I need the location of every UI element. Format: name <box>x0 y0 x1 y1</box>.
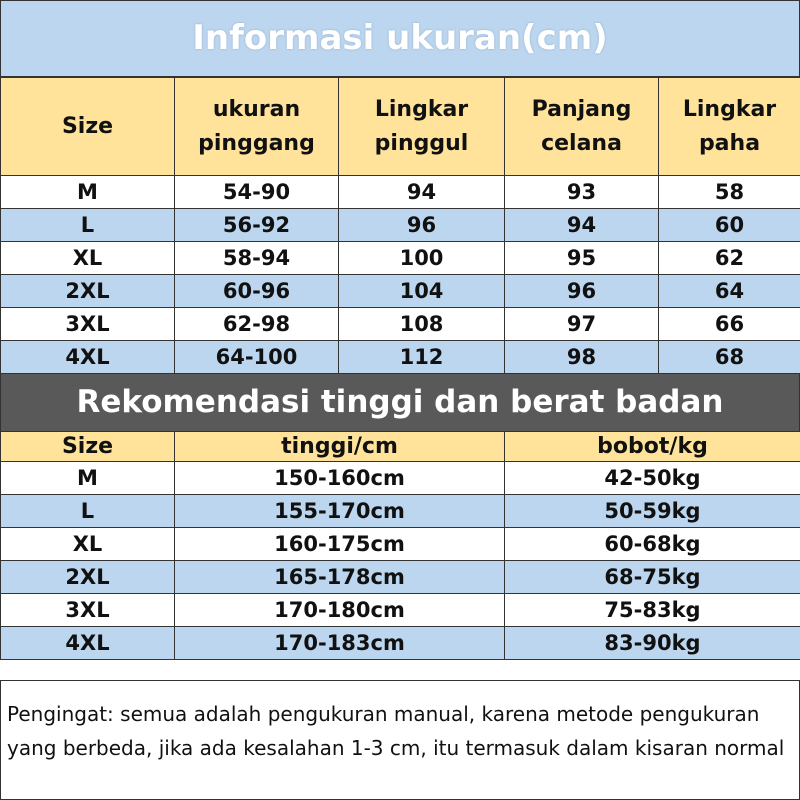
weight-cell: 83-90kg <box>505 627 800 660</box>
recommendation-header-row <box>1 432 800 462</box>
size-cell: XL <box>1 528 175 561</box>
length-cell: 94 <box>505 209 659 242</box>
size-cell: 3XL <box>1 308 175 341</box>
header-cell-weight: bobot/kg <box>505 432 800 462</box>
length-cell: 98 <box>505 341 659 374</box>
hip-cell: 96 <box>339 209 505 242</box>
weight-cell: 75-83kg <box>505 594 800 627</box>
header-cell-height: tinggi/cm <box>175 432 505 462</box>
size-info-title: Informasi ukuran(cm) <box>0 0 800 77</box>
size-cell: 2XL <box>1 561 175 594</box>
thigh-cell: 66 <box>659 308 800 341</box>
header-cell-hip: Lingkar pinggul <box>339 78 505 176</box>
table-row <box>1 594 800 627</box>
table-row <box>1 528 800 561</box>
height-cell: 160-175cm <box>175 528 505 561</box>
thigh-cell: 62 <box>659 242 800 275</box>
height-cell: 155-170cm <box>175 495 505 528</box>
table-row <box>1 341 800 374</box>
size-cell: XL <box>1 242 175 275</box>
weight-cell: 68-75kg <box>505 561 800 594</box>
thigh-cell: 60 <box>659 209 800 242</box>
size-info-table <box>0 77 800 374</box>
height-cell: 165-178cm <box>175 561 505 594</box>
table-row <box>1 627 800 660</box>
recommendation-title: Rekomendasi tinggi dan berat badan <box>0 374 800 431</box>
size-cell: L <box>1 495 175 528</box>
waist-cell: 54-90 <box>175 176 339 209</box>
waist-cell: 62-98 <box>175 308 339 341</box>
weight-cell: 50-59kg <box>505 495 800 528</box>
size-cell: 4XL <box>1 341 175 374</box>
length-cell: 96 <box>505 275 659 308</box>
size-cell: 3XL <box>1 594 175 627</box>
table-row <box>1 495 800 528</box>
table-row <box>1 308 800 341</box>
waist-cell: 64-100 <box>175 341 339 374</box>
size-info-header-row <box>1 78 800 176</box>
size-cell: M <box>1 176 175 209</box>
weight-cell: 60-68kg <box>505 528 800 561</box>
hip-cell: 108 <box>339 308 505 341</box>
size-cell: 2XL <box>1 275 175 308</box>
recommendation-table <box>0 431 800 660</box>
weight-cell: 42-50kg <box>505 462 800 495</box>
header-cell-size: Size <box>1 78 175 176</box>
thigh-cell: 64 <box>659 275 800 308</box>
header-cell-length: Panjang celana <box>505 78 659 176</box>
table-row <box>1 242 800 275</box>
waist-cell: 58-94 <box>175 242 339 275</box>
size-cell: M <box>1 462 175 495</box>
table-row <box>1 176 800 209</box>
table-row <box>1 275 800 308</box>
thigh-cell: 68 <box>659 341 800 374</box>
hip-cell: 100 <box>339 242 505 275</box>
length-cell: 93 <box>505 176 659 209</box>
height-cell: 150-160cm <box>175 462 505 495</box>
waist-cell: 56-92 <box>175 209 339 242</box>
thigh-cell: 58 <box>659 176 800 209</box>
measurement-note: Pengingat: semua adalah pengukuran manual, karena metode pengukuran yang berbeda, jika ada kesalahan 1-3 cm, itu termasuk dalam kisaran normal <box>0 680 800 800</box>
table-row <box>1 462 800 495</box>
table-row <box>1 209 800 242</box>
header-cell-thigh: Lingkar paha <box>659 78 800 176</box>
length-cell: 97 <box>505 308 659 341</box>
header-cell-waist: ukuran pinggang <box>175 78 339 176</box>
height-cell: 170-180cm <box>175 594 505 627</box>
hip-cell: 94 <box>339 176 505 209</box>
table-row <box>1 561 800 594</box>
length-cell: 95 <box>505 242 659 275</box>
hip-cell: 112 <box>339 341 505 374</box>
header-cell-size: Size <box>1 432 175 462</box>
hip-cell: 104 <box>339 275 505 308</box>
height-cell: 170-183cm <box>175 627 505 660</box>
waist-cell: 60-96 <box>175 275 339 308</box>
size-cell: 4XL <box>1 627 175 660</box>
size-cell: L <box>1 209 175 242</box>
